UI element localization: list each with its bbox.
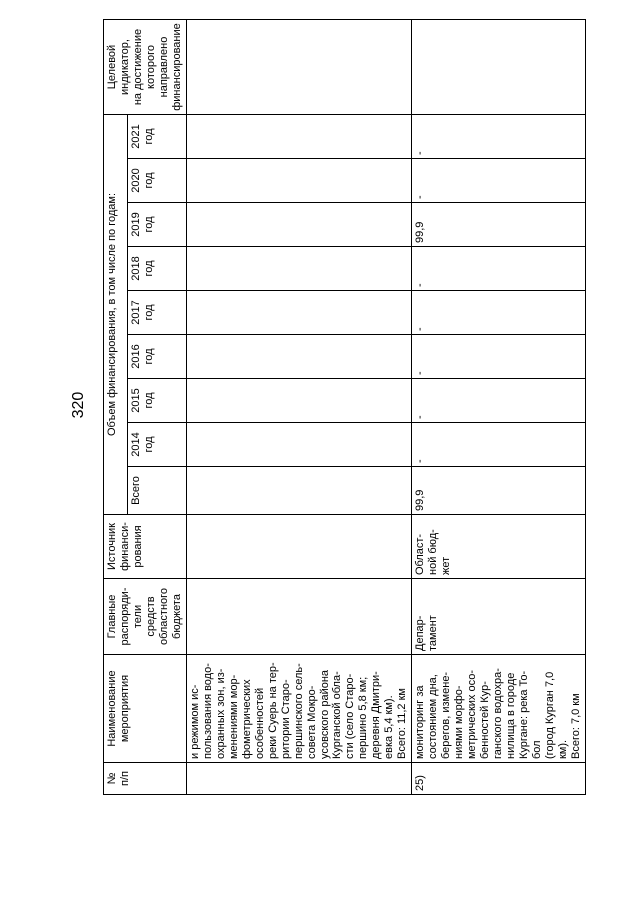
cell-year: - [412, 247, 586, 291]
header-year: 2019 год [127, 203, 186, 247]
cell-managers: Депар- тамент [412, 579, 586, 655]
page-number: 320 [70, 391, 87, 419]
cell-source [186, 515, 411, 579]
cell-year [186, 159, 411, 203]
cell-year [186, 203, 411, 247]
cell-year: - [412, 423, 586, 467]
cell-year: - [412, 379, 586, 423]
financing-table-rotated [103, 23, 582, 795]
financing-table [103, 19, 586, 795]
cell-name: мониторинг за состоянием дна, берегов, измене- ниями морфо- метрических осо- бенностей Кур- ганского водохра- нилища в городе Кургане: река То- бол (город Курган 7,0 км). Всего: 7,0 км [412, 655, 586, 763]
cell-num: 25) [412, 763, 586, 795]
header-total: Всего [127, 467, 186, 515]
cell-year [186, 423, 411, 467]
cell-total [186, 467, 411, 515]
cell-year [186, 379, 411, 423]
header-year: 2016 год [127, 335, 186, 379]
header-year: 2014 год [127, 423, 186, 467]
cell-managers [186, 579, 411, 655]
cell-year: 99,9 [412, 203, 586, 247]
header-source: Источник финанси- рования [104, 515, 187, 579]
cell-target [412, 20, 586, 115]
cell-year: - [412, 159, 586, 203]
cell-year: - [412, 115, 586, 159]
header-num: № п/п [104, 763, 187, 795]
header-year: 2018 год [127, 247, 186, 291]
cell-source: Област- ной бюд- жет [412, 515, 586, 579]
header-name: Наименование мероприятия [104, 655, 187, 763]
cell-num [186, 763, 411, 795]
cell-name: и режимом ис- пользования водо- охранных зон, из- менениями мор- фометрических особенностей реки Суерь на тер- ритории Старо- першинского сель- совета Мокро- усовского района Курганской обла- сти (село Старо- першино 5,8 км; деревня Дмитри- евка 5,4 км). Всего: 11,2 км [186, 655, 411, 763]
cell-year: - [412, 291, 586, 335]
cell-target [186, 20, 411, 115]
table-row [186, 20, 411, 795]
cell-year [186, 291, 411, 335]
header-volume: Объем финансирования, в том числе по годам: [104, 115, 128, 515]
header-managers: Главные распоряди- тели средств областного бюджета [104, 579, 187, 655]
cell-year [186, 115, 411, 159]
header-year: 2021 год [127, 115, 186, 159]
header-year: 2020 год [127, 159, 186, 203]
cell-year [186, 247, 411, 291]
header-year: 2017 год [127, 291, 186, 335]
table-row [412, 20, 586, 795]
header-row-top [104, 20, 128, 795]
header-target: Целевой индикатор, на достижение которого направлено финансирование [104, 20, 187, 115]
cell-year: - [412, 335, 586, 379]
cell-total: 99,9 [412, 467, 586, 515]
header-year: 2015 год [127, 379, 186, 423]
cell-year [186, 335, 411, 379]
